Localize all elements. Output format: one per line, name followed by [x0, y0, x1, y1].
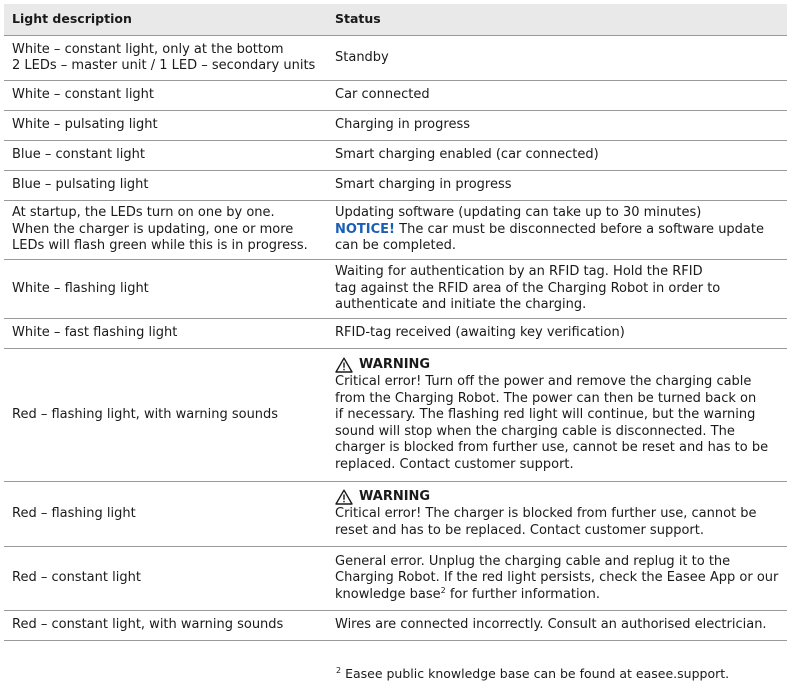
header-status: Status [324, 4, 787, 36]
footnote-mark: 2 [336, 666, 342, 675]
light-description-cell: Red – flashing light, with warning sounds [4, 349, 324, 482]
table-row [4, 260, 787, 319]
table-row [4, 111, 787, 141]
light-description-cell: White – constant light [4, 81, 324, 111]
light-description-cell: White – constant light, only at the bottom 2 LEDs – master unit / 1 LED – secondary units [4, 36, 324, 81]
light-description-cell: Blue – pulsating light [4, 171, 324, 201]
table-row [4, 36, 787, 81]
status-cell: Smart charging in progress [324, 171, 787, 201]
led-status-table [4, 4, 787, 641]
footnote: $^2$ Easee public knowledge base can be found at easee.support. [336, 666, 730, 681]
table-row [4, 482, 787, 547]
light-description-cell: Blue – constant light [4, 141, 324, 171]
warning-triangle-icon [335, 357, 353, 373]
light-description-cell: White – fast flashing light [4, 319, 324, 349]
status-cell: Wires are connected incorrectly. Consult an authorised electrician. [324, 611, 787, 641]
light-description-cell: White – pulsating light [4, 111, 324, 141]
table-row [4, 171, 787, 201]
light-description-cell: Red – constant light, with warning sounds [4, 611, 324, 641]
status-cell: Charging in progress [324, 111, 787, 141]
status-cell: WARNING Critical error! The charger is blocked from further use, cannot be reset and has to be replaced. Contact customer support. [324, 482, 787, 547]
status-cell: RFID-tag received (awaiting key verification) [324, 319, 787, 349]
warning-label: WARNING [359, 488, 431, 504]
light-description-cell: Red – flashing light [4, 482, 324, 547]
status-cell: Car connected [324, 81, 787, 111]
light-description-cell: White – flashing light [4, 260, 324, 319]
status-cell: Waiting for authentication by an RFID tag. Hold the RFID tag against the RFID area of the Charging Robot in order to authenticate and initiate the charging. [324, 260, 787, 319]
knowledge-base-line: knowledge base$^2$ for further information. [335, 585, 600, 602]
table-header-row [4, 4, 787, 36]
warning-triangle-icon [335, 489, 353, 505]
warning-label: WARNING [359, 356, 431, 372]
status-cell: General error. Unplug the charging cable and replug it to the Charging Robot. If the red light persists, check the Easee App or our knowledge base$^2$ for further information. [324, 547, 787, 611]
header-light-description: Light description [4, 4, 324, 36]
table-row [4, 81, 787, 111]
notice-label: NOTICE! [335, 221, 395, 237]
warning-heading [335, 357, 779, 374]
notice-line: NOTICE! The car must be disconnected before a software update [335, 221, 764, 237]
status-cell: Updating software (updating can take up to 30 minutes) NOTICE! The car must be disconnected before a software update can be completed. [324, 201, 787, 260]
light-description-cell: At startup, the LEDs turn on one by one. When the charger is updating, one or more LEDs will flash green while this is in progress. [4, 201, 324, 260]
footnote-ref: 2 [440, 585, 446, 595]
table-row [4, 141, 787, 171]
status-cell: Standby [324, 36, 787, 81]
status-cell: Smart charging enabled (car connected) [324, 141, 787, 171]
light-description-cell: Red – constant light [4, 547, 324, 611]
table-row [4, 349, 787, 482]
table-row [4, 611, 787, 641]
table-row [4, 319, 787, 349]
table-row [4, 547, 787, 611]
status-cell: WARNING Critical error! Turn off the power and remove the charging cable from the Charging Robot. The power can then be turned back on if necessary. The flashing red light will continue, but the warning sound will stop when the charging cable is disconnected. The charger is blocked from further use, cannot be reset and has to be replaced. Contact customer support. [324, 349, 787, 482]
table-row [4, 201, 787, 260]
warning-heading [335, 489, 779, 506]
